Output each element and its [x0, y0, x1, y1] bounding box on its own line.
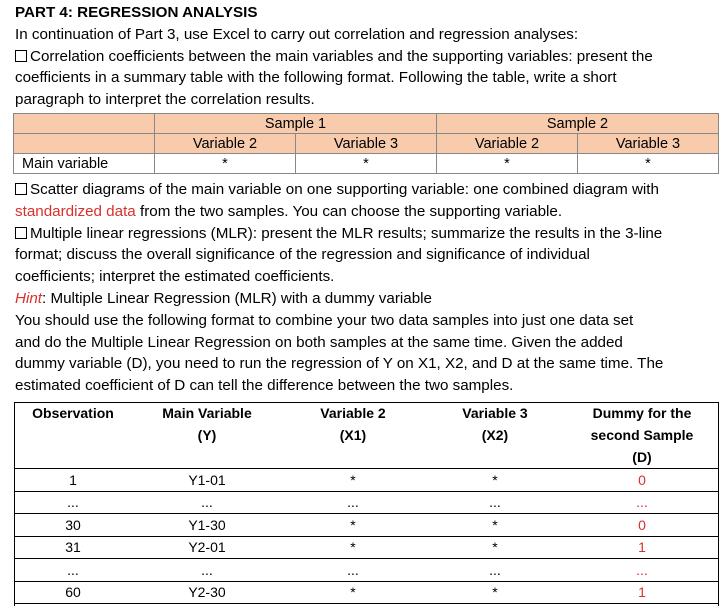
mlr-header-main-variable: Main Variable (Y) [162, 405, 252, 443]
correlation-table [13, 113, 719, 174]
corr-group-sample-2: Sample 2 [437, 114, 719, 134]
hint-line: Hint: Multiple Linear Regression (MLR) with a dummy variable [15, 289, 432, 307]
variable-2-cell: * [282, 514, 424, 537]
mlr-header-dummy: Dummy for the second Sample (D) [590, 405, 694, 465]
corr-group-sample-1: Sample 1 [155, 114, 437, 134]
main-variable-cell: Y1-30 [132, 514, 282, 537]
dummy-cell: 0 [566, 514, 718, 537]
intro-line-3: coefficients in a summary table with the following format. Following the table, write a short [15, 69, 617, 87]
highlight-standardized-data: standardized data [15, 202, 136, 220]
observation-cell: ... [14, 559, 132, 582]
table-row [14, 514, 718, 537]
corr-row-label: Main variable [14, 154, 155, 174]
document [15, 2, 721, 111]
mlr-header-observation: Observation [32, 405, 114, 421]
corr-corner-cell-2 [14, 134, 155, 154]
table-row [14, 469, 718, 492]
checkbox-icon [15, 227, 27, 239]
corr-value-cell: * [437, 154, 578, 174]
dummy-cell: 0 [566, 469, 718, 492]
main-variable-cell: Y2-01 [132, 536, 282, 559]
instructions-line-4: estimated coefficient of D can tell the difference between the two samples. [15, 377, 514, 395]
instructions-line-2: and do the Multiple Linear Regression on both samples at the same time. Given the added [15, 333, 623, 351]
corr-value-cell: * [296, 154, 437, 174]
observation-cell: 30 [14, 514, 132, 537]
main-variable-cell: ... [132, 559, 282, 582]
instructions-line-3: dummy variable (D), you need to run the regression of Y on X1, X2, and D at the same time. The [15, 355, 664, 373]
instructions-line-1: You should use the following format to combine your two data samples into just one data set [15, 311, 634, 329]
dummy-cell: 1 [566, 581, 718, 604]
document-middle [15, 179, 721, 397]
scatter-line-1: Scatter diagrams of the main variable on one supporting variable: one combined diagram with [15, 179, 721, 201]
variable-2-cell: ... [282, 491, 424, 514]
variable-2-cell: * [282, 469, 424, 492]
variable-3-cell: ... [424, 559, 566, 582]
mlr-header-variable-2: Variable 2 (X1) [320, 405, 386, 443]
corr-col-header: Variable 3 [296, 134, 437, 154]
scatter-line-2: standardized data from the two samples. You can choose the supporting variable. [15, 202, 563, 220]
intro-line-1: In continuation of Part 3, use Excel to carry out correlation and regression analyses: [15, 25, 579, 43]
main-variable-cell: ... [132, 491, 282, 514]
observation-cell: ... [14, 491, 132, 514]
checkbox-icon [15, 183, 27, 195]
mlr-line-3: coefficients; interpret the estimated coefficients. [15, 268, 335, 286]
corr-col-header: Variable 2 [155, 134, 296, 154]
corr-col-header: Variable 3 [578, 134, 719, 154]
dummy-cell: 1 [566, 536, 718, 559]
table-row [14, 581, 718, 604]
table-row [14, 536, 718, 559]
intro-line-4: paragraph to interpret the correlation results. [15, 91, 315, 109]
mlr-line-2: format; discuss the overall significance of the regression and significance of individual [15, 246, 590, 264]
main-variable-cell: Y1-01 [132, 469, 282, 492]
main-variable-cell: Y2-30 [132, 581, 282, 604]
observation-cell: 60 [14, 581, 132, 604]
variable-3-cell: ... [424, 491, 566, 514]
corr-col-header: Variable 2 [437, 134, 578, 154]
variable-3-cell: * [424, 514, 566, 537]
table-row [14, 559, 718, 582]
table-row [14, 491, 718, 514]
corr-corner-cell [14, 114, 155, 134]
section-title: PART 4: REGRESSION ANALYSIS [15, 4, 258, 21]
hint-label: Hint [15, 289, 43, 307]
variable-2-cell: * [282, 581, 424, 604]
observation-cell: 31 [14, 536, 132, 559]
mlr-table [14, 402, 718, 604]
variable-3-cell: * [424, 469, 566, 492]
variable-2-cell: * [282, 536, 424, 559]
dummy-cell: ... [566, 491, 718, 514]
corr-value-cell: * [578, 154, 719, 174]
corr-value-cell: * [155, 154, 296, 174]
observation-cell: 1 [14, 469, 132, 492]
checkbox-icon [15, 50, 27, 62]
mlr-line-1: Multiple linear regressions (MLR): present the MLR results; summarize the results in the 3-line [15, 223, 721, 245]
variable-3-cell: * [424, 581, 566, 604]
intro-line-2: Correlation coefficients between the main variables and the supporting variables: present the [15, 46, 721, 68]
dummy-cell: ... [566, 559, 718, 582]
variable-2-cell: ... [282, 559, 424, 582]
mlr-header-variable-3: Variable 3 (X2) [462, 405, 528, 443]
variable-3-cell: * [424, 536, 566, 559]
